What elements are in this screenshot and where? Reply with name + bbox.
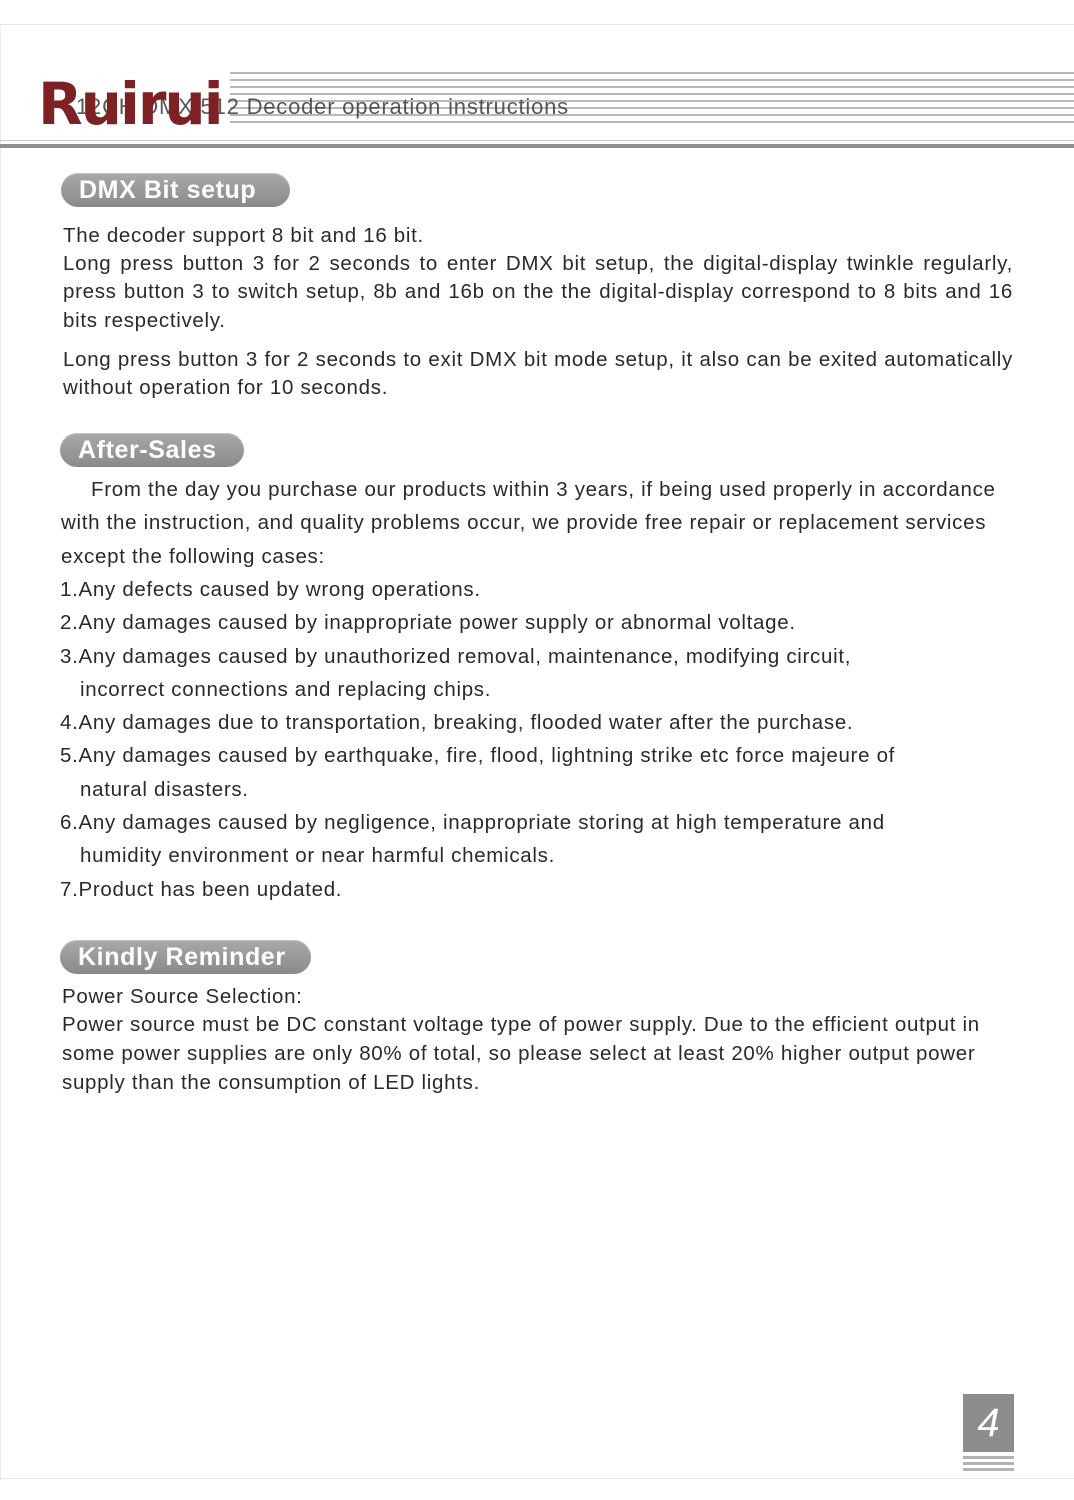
list-item (60, 640, 1000, 707)
list-item (60, 873, 1000, 906)
page-frame-left (0, 24, 1, 1480)
ruirui-logo: Ruirui (38, 70, 222, 138)
page-number: 4 (963, 1394, 1014, 1452)
dmx-paragraph-2: Long press button 3 for 2 seconds to enter DMX bit setup, the digital-display twinkle regularly, press button 3 to switch setup, 8b and 16b on the the digital-display correspond to 8 bits and 16 bits respectively. (63, 252, 1013, 332)
list-item (60, 739, 1000, 806)
section-heading-kindly-reminder: Kindly Reminder (60, 940, 311, 974)
list-item-text: 5.Any damages caused by earthquake, fire, flood, lightning strike etc force majeure of (60, 744, 896, 768)
page-number-stripe (963, 1462, 1014, 1465)
section-heading-dmx-bit-setup: DMX Bit setup (61, 173, 290, 207)
list-item (60, 806, 1000, 873)
document-title: 12CH DMX 512 Decoder operation instructions (76, 94, 569, 119)
dmx-paragraph-3: Long press button 3 for 2 seconds to exit DMX bit mode setup, it also can be exited automatically without operation for 10 seconds. (63, 348, 1013, 400)
after-sales-exceptions-list (60, 573, 1000, 906)
dmx-paragraph-1: The decoder support 8 bit and 16 bit. (63, 224, 424, 247)
page-number-stripe (963, 1456, 1014, 1459)
list-item-continuation: incorrect connections and replacing chips. (80, 677, 492, 701)
after-sales-intro: From the day you purchase our products within 3 years, if being used properly in accordance with the instruction, and quality problems occur, we provide free repair or replacement services except the following cases: (61, 478, 996, 568)
list-item-continuation: natural disasters. (80, 777, 249, 801)
list-item (60, 573, 1000, 606)
list-item-text: 7.Product has been updated. (60, 877, 343, 901)
reminder-subheading: Power Source Selection: (62, 985, 303, 1008)
list-item-text: 4.Any damages due to transportation, breaking, flooded water after the purchase. (60, 711, 854, 735)
list-item-text: 3.Any damages caused by unauthorized removal, maintenance, modifying circuit, (60, 644, 852, 668)
list-item (60, 706, 1000, 739)
list-item (60, 606, 1000, 639)
list-item-continuation: humidity environment or near harmful chemicals. (80, 844, 555, 868)
section-heading-after-sales: After-Sales (60, 433, 244, 467)
list-item-text: 6.Any damages caused by negligence, inappropriate storing at high temperature and (60, 811, 885, 835)
page-header (0, 70, 1074, 152)
reminder-paragraph: Power source must be DC constant voltage type of power supply. Due to the efficient output in some power supplies are only 80% of total, so please select at least 20% higher output power supply than the consumption of LED lights. (62, 1013, 980, 1094)
header-rule-thin (0, 140, 1074, 141)
list-item-text: 1.Any defects caused by wrong operations. (60, 578, 481, 601)
page-frame-top (0, 24, 1074, 25)
page-frame-bottom (0, 1478, 1074, 1479)
page-number-stripe (963, 1468, 1014, 1471)
header-rule (0, 144, 1074, 148)
list-item-text: 2.Any damages caused by inappropriate power supply or abnormal voltage. (60, 611, 796, 635)
